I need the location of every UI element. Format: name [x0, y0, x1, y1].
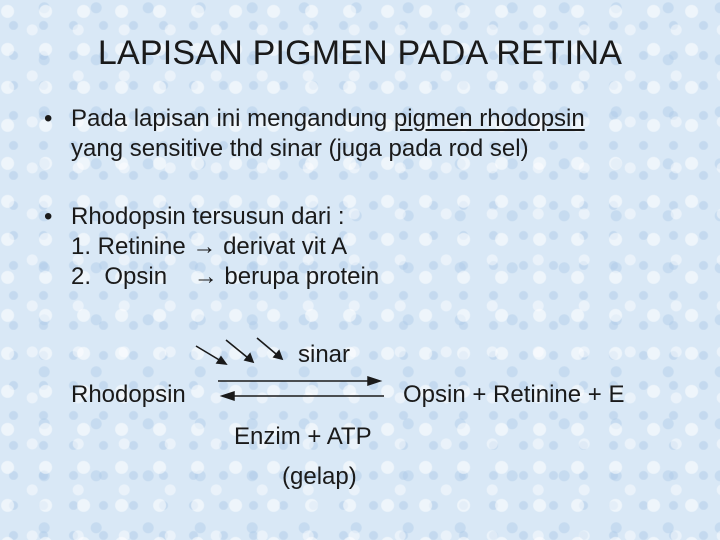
label-enzim-atp: Enzim + ATP — [234, 423, 372, 450]
products-opsin-retinine-e: Opsin + Retinine + E — [403, 381, 625, 408]
bullet-dot: • — [44, 203, 53, 230]
bullet-2-line-1: Rhodopsin tersusun dari : — [71, 203, 345, 230]
light-ray-arrowhead — [217, 357, 226, 364]
reactant-rhodopsin: Rhodopsin — [71, 381, 186, 408]
bullet-1-text: Pada lapisan ini mengandung — [71, 105, 394, 132]
bullet-dot: • — [44, 105, 53, 132]
underlined-pigmen-rhodopsin: pigmen rhodopsin — [393, 105, 585, 132]
component-retinine: 1. Retinine → derivat vit A — [71, 233, 348, 260]
forward-arrowhead-icon — [368, 377, 380, 385]
light-ray-arrowhead — [274, 351, 282, 359]
light-ray-arrowhead — [245, 354, 253, 362]
label-gelap: (gelap) — [282, 463, 357, 490]
label-sinar: sinar — [298, 341, 351, 368]
reverse-arrowhead-icon — [222, 392, 234, 400]
bullet-1-line-2: yang sensitive thd sinar (juga pada rod sel) — [71, 135, 529, 162]
component-opsin: 2. Opsin → berupa protein — [71, 263, 380, 290]
light-ray-icons — [196, 338, 282, 364]
slide-title: LAPISAN PIGMEN PADA RETINA — [97, 34, 623, 72]
